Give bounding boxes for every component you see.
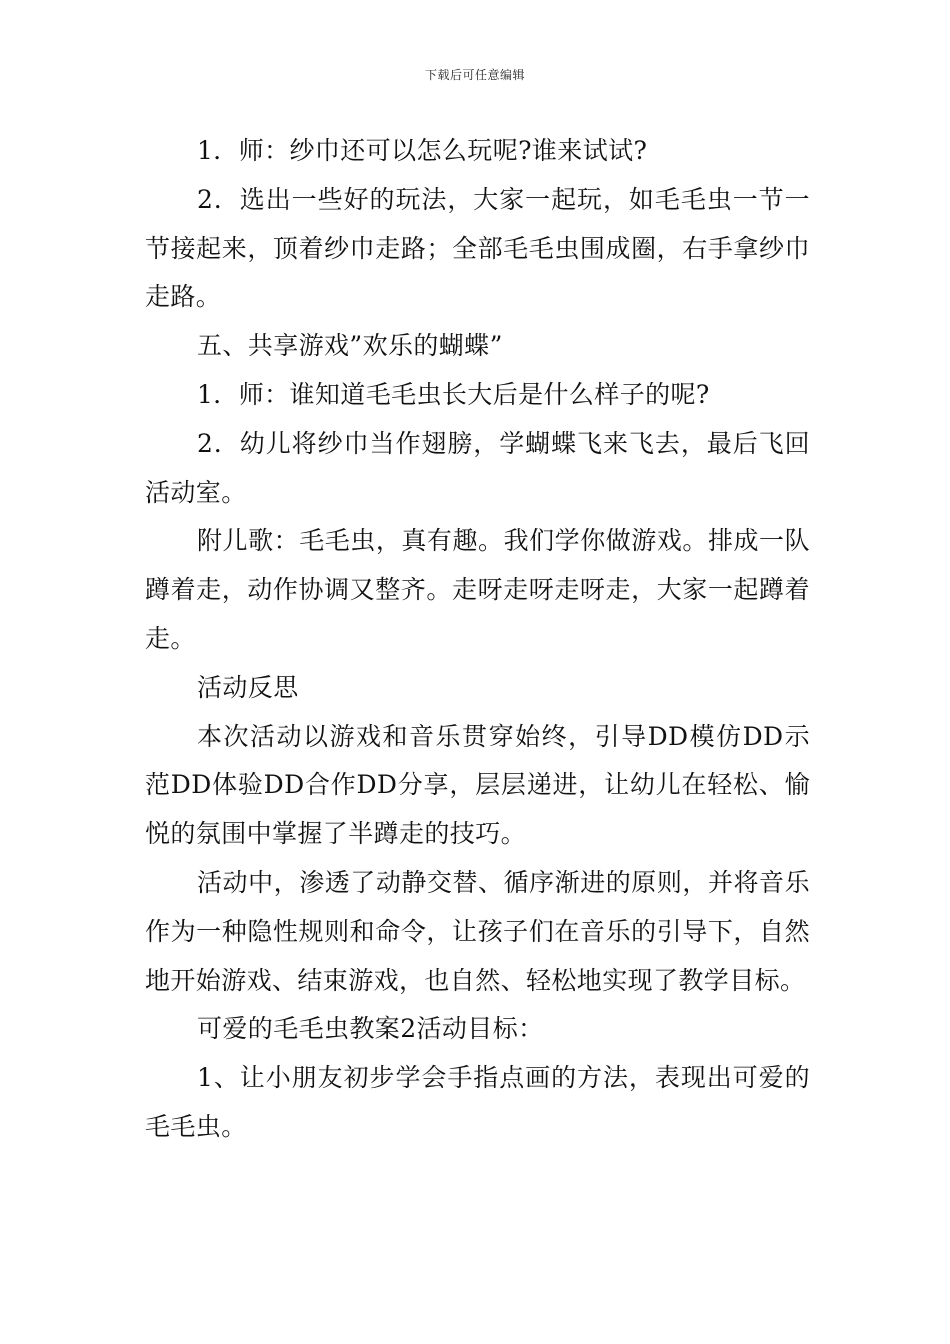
paragraph: 本次活动以游戏和音乐贯穿始终，引导DD模仿DD示范DD体验DD合作DD分享，层层递进，让幼儿在轻松、愉悦的氛围中掌握了半蹲走的技巧。: [145, 721, 810, 849]
paragraph: 2．选出一些好的玩法，大家一起玩，如毛毛虫一节一节接起来，顶着纱巾走路；全部毛毛虫围成圈，右手拿纱巾走路。: [145, 184, 810, 312]
paragraph: 活动中，渗透了动静交替、循序渐进的原则，并将音乐作为一种隐性规则和命令，让孩子们在音乐的引导下，自然地开始游戏、结束游戏，也自然、轻松地实现了教学目标。: [145, 867, 810, 995]
paragraph: 1．师：谁知道毛毛虫长大后是什么样子的呢?: [197, 379, 710, 409]
document-body: [145, 127, 810, 1152]
song-paragraph: 附儿歌：毛毛虫，真有趣。我们学你做游戏。排成一队蹲着走，动作协调又整齐。走呀走呀走呀走，大家一起蹲着走。: [145, 526, 810, 653]
section-heading: 五、共享游戏”欢乐的蝴蝶”: [197, 331, 503, 361]
paragraph: 1、让小朋友初步学会手指点画的方法，表现出可爱的毛毛虫。: [145, 1063, 810, 1141]
page-header-note: 下载后可任意编辑: [424, 68, 525, 82]
paragraph: 1．师：纱巾还可以怎么玩呢?谁来试试?: [197, 136, 648, 165]
paragraph: 2．幼儿将纱巾当作翅膀，学蝴蝶飞来飞去，最后飞回活动室。: [145, 428, 810, 507]
section-heading: 可爱的毛毛虫教案2活动目标：: [197, 1014, 544, 1044]
section-heading: 活动反思: [197, 672, 299, 702]
